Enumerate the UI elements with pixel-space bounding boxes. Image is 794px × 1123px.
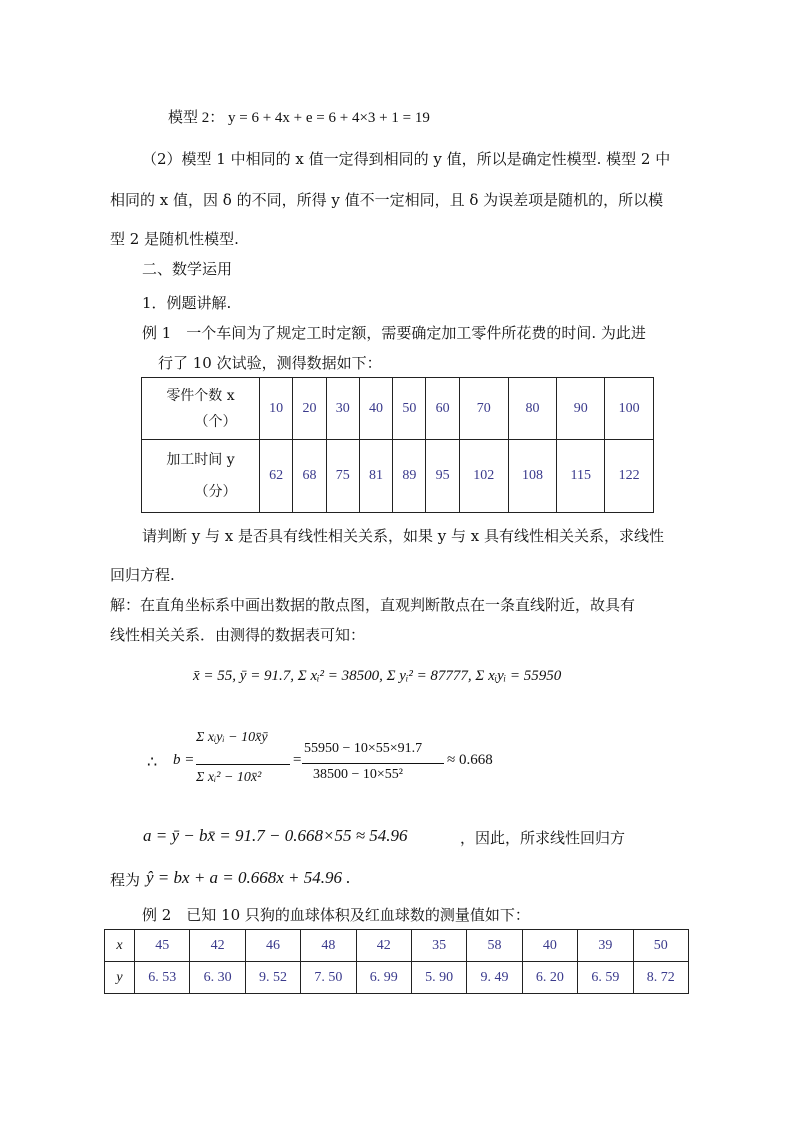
para2-line3: 型 2 是随机性模型. [110,230,239,248]
a-line-suffix: ，因此，所求线性回归方 [460,829,626,847]
table-cell: 58 [467,930,522,962]
solution-line1: 解：在直角坐标系中画出数据的散点图，直观判断散点在一条直线附近，故具有 [110,596,636,614]
y-label-cell: y [105,962,135,994]
table-cell: 50 [633,930,688,962]
table-row [105,930,689,962]
table-cell: 5. 90 [411,962,466,994]
table-cell: 40 [522,930,577,962]
table-cell: 95 [426,440,459,513]
table-cell: 10 [260,378,293,440]
table-cell: 6. 53 [135,962,190,994]
table-cell: 46 [245,930,300,962]
table-row [142,378,654,440]
b-label: b = [173,752,195,768]
section-title: 二、数学运用 [142,260,233,278]
table-cell: 9. 52 [245,962,300,994]
model2-line: 模型 2： y = 6 + 4x + e = 6 + 4×3 + 1 = 19 [168,110,430,126]
stats-line: x̄ = 55, ȳ = 91.7, Σ xᵢ² = 38500, Σ yᵢ² = 87777, Σ xᵢyᵢ = 55950 [193,668,562,684]
table-cell: 68 [293,440,326,513]
row1-label-cell [142,378,260,440]
fraction-line [196,764,290,765]
table-cell: 35 [411,930,466,962]
table-cell: 42 [356,930,411,962]
example1-line1: 例 1 一个车间为了规定工时定额，需要确定加工零件所花费的时间. 为此进 [142,324,646,342]
table-cell: 62 [260,440,293,513]
b-formula-denominator: Σ xᵢ² − 10x̄² [196,770,262,785]
therefore-icon: ∴ [147,752,158,771]
table-cell: 40 [359,378,392,440]
question-line1: 请判断 y 与 x 是否具有线性相关关系，如果 y 与 x 具有线性相关关系，求线性 [142,527,665,545]
b-result: ≈ 0.668 [447,752,493,768]
table-cell: 115 [557,440,605,513]
table-cell: 42 [190,930,245,962]
table-cell: 50 [393,378,426,440]
table-cell: 6. 59 [578,962,633,994]
a-line: a = ȳ − bx̄ = 91.7 − 0.668×55 ≈ 54.96 [143,826,408,845]
table-cell: 6. 20 [522,962,577,994]
row2-label-cell [142,440,260,513]
table-cell: 48 [301,930,356,962]
table-cell: 60 [426,378,459,440]
table-cell: 6. 30 [190,962,245,994]
table-cell: 70 [459,378,508,440]
subsection-title: 1．例题讲解. [142,294,232,312]
para2-line1: （2）模型 1 中相同的 x 值一定得到相同的 y 值，所以是确定性模型. 模型 2 中 [142,150,671,168]
x-label-cell: x [105,930,135,962]
example1-line2: 行了 10 次试验，测得数据如下： [158,354,382,372]
table-cell: 75 [326,440,359,513]
table-row [142,440,654,513]
table-cell: 39 [578,930,633,962]
eq-prefix: 程为 [110,871,141,889]
example2-line1: 例 2 已知 10 只狗的血球体积及红血球数的测量值如下： [142,906,530,924]
fraction-line [302,763,444,764]
table-row [105,962,689,994]
table-cell: 9. 49 [467,962,522,994]
b-formula-numerator: Σ xᵢyᵢ − 10x̄ȳ [196,730,268,745]
regression-equation: ŷ = bx + a = 0.668x + 54.96 . [146,868,351,887]
table-cell: 20 [293,378,326,440]
row2-label-b: （分） [194,484,237,500]
table-cell: 81 [359,440,392,513]
question-line2: 回归方程. [110,566,175,584]
table-cell: 80 [508,378,557,440]
table-cell: 90 [557,378,605,440]
row2-label-a: 加工时间 y [166,452,235,468]
table-cell: 45 [135,930,190,962]
row1-label-a: 零件个数 x [166,387,235,404]
b-calc-denominator: 38500 − 10×55² [313,767,403,782]
table-cell: 122 [605,440,654,513]
row1-label-b: （个） [194,413,237,430]
table-cell: 30 [326,378,359,440]
table-cell: 8. 72 [633,962,688,994]
table-cell: 89 [393,440,426,513]
example2-table [104,929,689,994]
table-cell: 102 [459,440,508,513]
table-cell: 108 [508,440,557,513]
solution-line2: 线性相关关系．由测得的数据表可知： [110,626,366,644]
b-calc-numerator: 55950 − 10×55×91.7 [304,741,423,756]
table-cell: 100 [605,378,654,440]
para2-line2: 相同的 x 值，因 δ 的不同，所得 y 值不一定相同，且 δ 为误差项是随机的，所以模 [110,191,664,209]
example1-table [141,377,654,513]
equals-sign: = [292,752,303,768]
table-cell: 6. 99 [356,962,411,994]
table-cell: 7. 50 [301,962,356,994]
